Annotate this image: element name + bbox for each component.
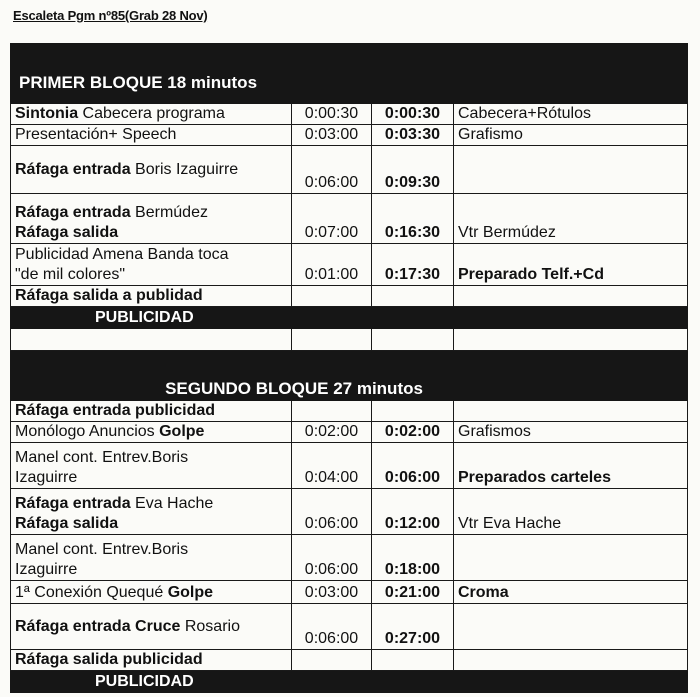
segment-description — [11, 244, 292, 286]
segment-text: Boris Izaguirre — [130, 160, 239, 178]
note-cell: Vtr Bermúdez — [454, 194, 688, 244]
segment-bold-text: Ráfaga salida publicidad — [15, 651, 203, 668]
cumulative-cell: 0:16:30 — [372, 194, 454, 244]
duration-cell — [292, 650, 372, 671]
table-row — [11, 286, 688, 307]
blank-cell — [292, 329, 372, 351]
table-row — [11, 535, 688, 581]
segment-text: 1ª Conexión Quequé — [15, 584, 168, 601]
table-row — [11, 650, 688, 671]
segment-bold-text: Golpe — [159, 423, 205, 440]
segment-text: Izaguirre — [15, 561, 78, 578]
table-row — [11, 604, 688, 650]
segment-text: Rosario — [180, 617, 240, 635]
segment-description — [11, 146, 292, 194]
segment-text: Manel cont. Entrev.Boris — [15, 541, 189, 558]
cumulative-cell: 0:17:30 — [372, 244, 454, 286]
table-row — [11, 194, 688, 244]
table-row — [11, 104, 688, 125]
segment-description — [11, 650, 292, 671]
segment-text: Cabecera programa — [78, 105, 225, 122]
cumulative-cell: 0:03:30 — [372, 125, 454, 146]
duration-cell — [292, 286, 372, 307]
table-row — [11, 401, 688, 422]
note-cell: Preparados carteles — [454, 443, 688, 489]
duration-cell: 0:03:00 — [292, 581, 372, 604]
segment-text: Eva Hache — [130, 495, 214, 512]
segment-bold-text: Sintonia — [15, 105, 79, 122]
cumulative-cell: 0:09:30 — [372, 146, 454, 194]
table-row — [11, 581, 688, 604]
duration-cell: 0:04:00 — [292, 443, 372, 489]
segment-description — [11, 489, 292, 535]
table-row — [11, 443, 688, 489]
blank-cell — [11, 329, 292, 351]
blank-cell — [454, 329, 688, 351]
note-cell: Vtr Eva Hache — [454, 489, 688, 535]
duration-cell: 0:07:00 — [292, 194, 372, 244]
note-cell: Grafismos — [454, 422, 688, 443]
note-cell: Preparado Telf.+Cd — [454, 244, 688, 286]
segment-text: "de mil colores" — [15, 266, 126, 283]
note-cell: Grafismo — [454, 125, 688, 146]
segment-description — [11, 125, 292, 146]
note-cell — [454, 650, 688, 671]
duration-cell: 0:02:00 — [292, 422, 372, 443]
segment-description — [11, 604, 292, 650]
cumulative-cell — [372, 401, 454, 422]
cumulative-cell — [372, 650, 454, 671]
segment-bold-text: Ráfaga salida — [15, 515, 119, 532]
table-row — [11, 422, 688, 443]
cumulative-cell: 0:02:00 — [372, 422, 454, 443]
document-title: Escaleta Pgm nº85(Grab 28 Nov) — [13, 8, 208, 23]
duration-cell: 0:00:30 — [292, 104, 372, 125]
segment-bold-text: Golpe — [167, 584, 214, 601]
segment-bold-text: Ráfaga salida a publidad — [15, 287, 203, 304]
cumulative-cell: 0:00:30 — [372, 104, 454, 125]
block-title: PRIMER BLOQUE 18 minutos — [11, 44, 688, 104]
block-title: SEGUNDO BLOQUE 27 minutos — [11, 351, 688, 401]
segment-text: Monólogo Anuncios — [15, 423, 160, 440]
duration-cell — [292, 401, 372, 422]
segment-text: Manel cont. Entrev.Boris — [15, 449, 189, 466]
segment-text: Publicidad Amena Banda toca — [15, 246, 229, 263]
note-cell: Croma — [454, 581, 688, 604]
segment-text: Presentación+ Speech — [15, 126, 177, 143]
block-header — [11, 44, 688, 104]
cumulative-cell: 0:06:00 — [372, 443, 454, 489]
duration-cell: 0:06:00 — [292, 604, 372, 650]
duration-cell: 0:06:00 — [292, 535, 372, 581]
segment-description — [11, 422, 292, 443]
block-header — [11, 351, 688, 401]
cumulative-cell: 0:21:00 — [372, 581, 454, 604]
duration-cell: 0:03:00 — [292, 125, 372, 146]
note-cell — [454, 604, 688, 650]
segment-bold-text: Ráfaga entrada Cruce — [15, 617, 181, 635]
segment-description — [11, 194, 292, 244]
duration-cell: 0:01:00 — [292, 244, 372, 286]
ad-break-label: PUBLICIDAD — [11, 671, 688, 693]
table-row — [11, 146, 688, 194]
ad-break-bar — [11, 671, 688, 693]
segment-description — [11, 401, 292, 422]
note-cell — [454, 401, 688, 422]
note-cell — [454, 535, 688, 581]
blank-cell — [372, 329, 454, 351]
blank-row — [11, 329, 688, 351]
table-row — [11, 489, 688, 535]
duration-cell: 0:06:00 — [292, 489, 372, 535]
rundown-table — [10, 43, 688, 693]
segment-description — [11, 443, 292, 489]
note-cell: Cabecera+Rótulos — [454, 104, 688, 125]
segment-bold-text: Ráfaga entrada — [15, 160, 131, 178]
segment-bold-text: Ráfaga entrada — [15, 495, 131, 512]
segment-description — [11, 286, 292, 307]
cumulative-cell: 0:12:00 — [372, 489, 454, 535]
cumulative-cell — [372, 286, 454, 307]
segment-bold-text: Ráfaga entrada publicidad — [15, 402, 216, 419]
cumulative-cell: 0:27:00 — [372, 604, 454, 650]
segment-description — [11, 535, 292, 581]
segment-bold-text: Ráfaga salida — [15, 224, 119, 241]
table-row — [11, 244, 688, 286]
segment-text: Bermúdez — [130, 204, 208, 221]
table-row — [11, 125, 688, 146]
cumulative-cell: 0:18:00 — [372, 535, 454, 581]
segment-text: Izaguirre — [15, 469, 78, 486]
segment-description — [11, 581, 292, 604]
segment-description — [11, 104, 292, 125]
note-cell — [454, 286, 688, 307]
ad-break-label: PUBLICIDAD — [11, 307, 688, 329]
note-cell — [454, 146, 688, 194]
segment-bold-text: Ráfaga entrada — [15, 204, 131, 221]
duration-cell: 0:06:00 — [292, 146, 372, 194]
ad-break-bar — [11, 307, 688, 329]
